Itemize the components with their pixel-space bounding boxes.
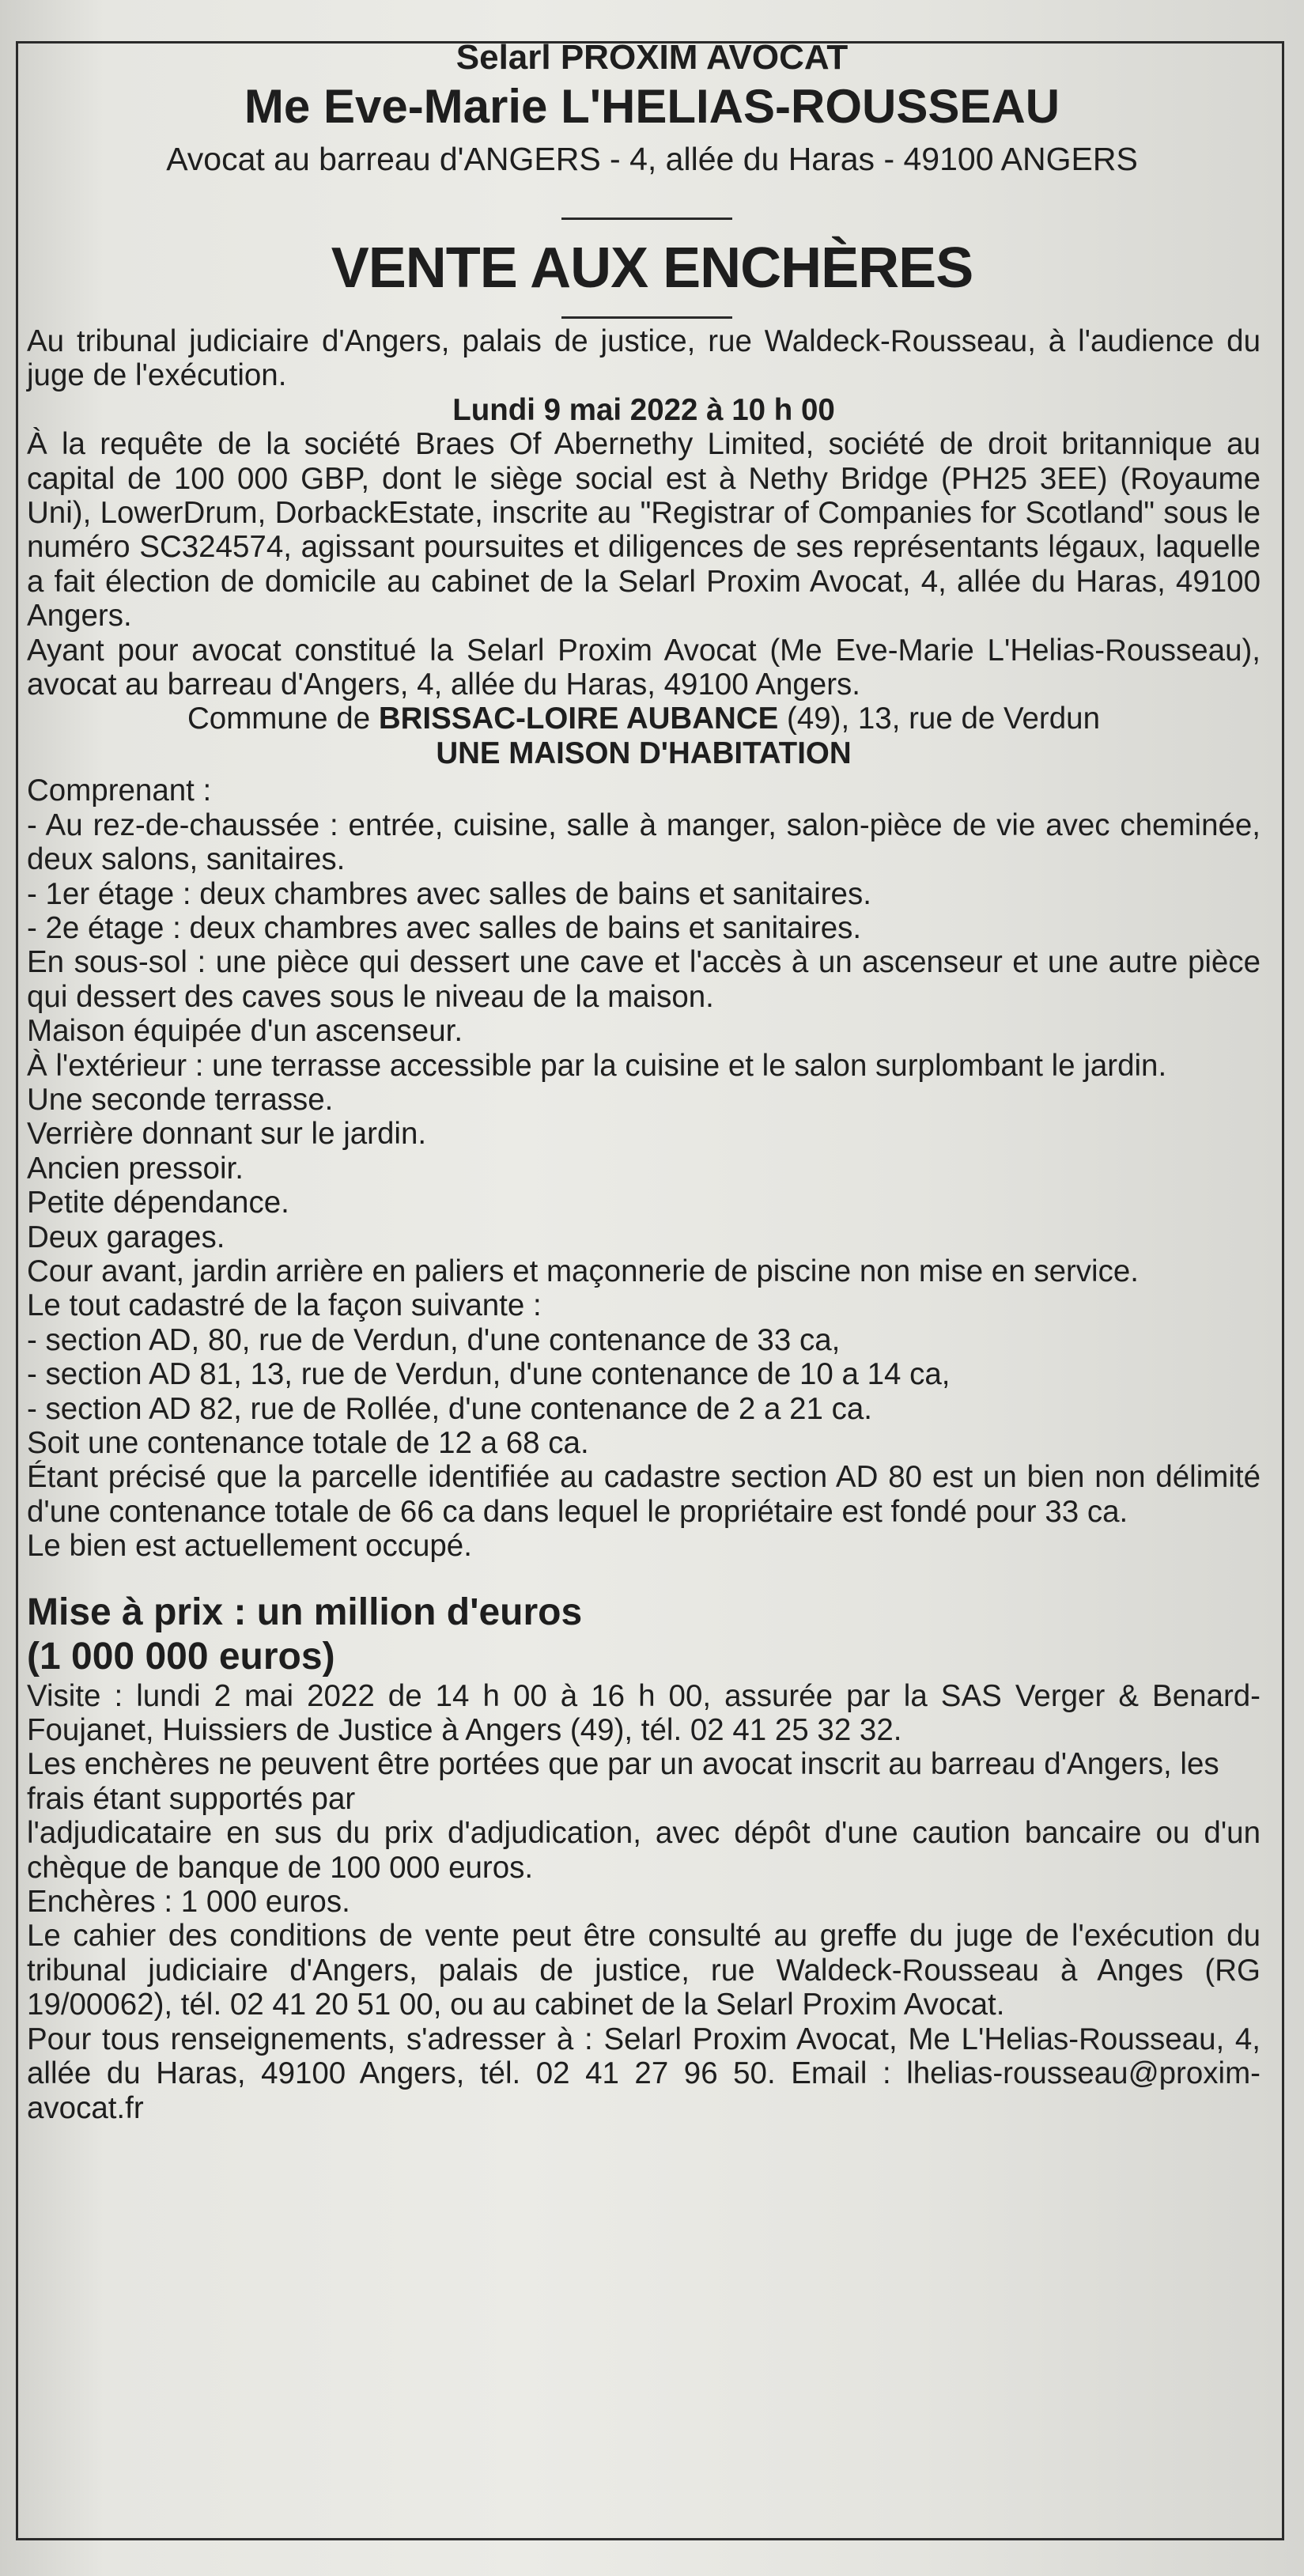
description-line: - section AD 82, rue de Rollée, d'une contenance de 2 a 21 ca.: [27, 1391, 872, 1426]
description-line: Le tout cadastré de la façon suivante :: [27, 1288, 542, 1323]
description-line: Verrière donnant sur le jardin.: [27, 1117, 427, 1152]
firm-name: Selarl PROXIM AVOCAT: [455, 38, 849, 77]
condition-line: Enchères : 1 000 euros.: [27, 1885, 350, 1920]
condition-line: Pour tous renseignements, s'adresser à : Selarl Proxim Avocat, Me L'Helias-Rousseau, 4, allée du Haras, 49100 Angers, tél. 02 41 27 96 50. Email : lhelias-rousseau@proxim-avocat.fr: [27, 2022, 1261, 2125]
description-line: Le bien est actuellement occupé.: [27, 1529, 472, 1564]
description-list: [27, 774, 1261, 1563]
notice-body: [27, 324, 1261, 2125]
divider-top: [561, 218, 732, 220]
conditions-list: [27, 1679, 1261, 2125]
starting-price: Mise à prix : un million d'euros: [27, 1591, 583, 1633]
commune-prefix: Commune de: [187, 702, 379, 736]
description-line: Soit une contenance totale de 12 a 68 ca.: [27, 1426, 589, 1460]
property-type: UNE MAISON D'HABITATION: [436, 736, 852, 770]
commune-name: BRISSAC-LOIRE AUBANCE: [378, 702, 779, 736]
description-line: Cour avant, jardin arrière en paliers et maçonnerie de piscine non mise en service.: [27, 1254, 1139, 1288]
description-line: En sous-sol : une pièce qui dessert une cave et l'accès à un ascenseur et une autre pièce qui dessert des caves sous le niveau de la maison.: [27, 945, 1261, 1014]
condition-line: Les enchères ne peuvent être portées que par un avocat inscrit au barreau d'Angers, les frais étant supportés par: [27, 1747, 1219, 1816]
condition-line: Visite : lundi 2 mai 2022 de 14 h 00 à 16 h 00, assurée par la SAS Verger & Benard-Foujanet, Huissiers de Justice à Angers (49), tél. 02 41 25 32 32.: [27, 1678, 1261, 1748]
commune-suffix: (49), 13, rue de Verdun: [778, 702, 1100, 736]
starting-price-figures: (1 000 000 euros): [27, 1635, 335, 1678]
condition-line: Le cahier des conditions de vente peut être consulté au greffe du juge de l'exécution du tribunal judiciaire d'Angers, palais de justice, rue Waldeck-Rousseau à Anges (RG 19/00062), tél. 02 41 20 51 00, ou au cabinet de la Selarl Proxim Avocat.: [27, 1919, 1261, 2022]
intro-paragraph: Au tribunal judiciaire d'Angers, palais de justice, rue Waldeck-Rousseau, à l'audience du juge de l'exécution.: [27, 324, 1261, 393]
description-line: - Au rez-de-chaussée : entrée, cuisine, salle à manger, salon-pièce de vie avec cheminée, deux salons, sanitaires.: [27, 808, 1261, 877]
description-line: Deux garages.: [27, 1220, 225, 1254]
description-line: - 1er étage : deux chambres avec salles de bains et sanitaires.: [27, 876, 871, 911]
description-line: - 2e étage : deux chambres avec salles de bains et sanitaires.: [27, 910, 862, 945]
divider-bottom: [561, 316, 732, 319]
auction-date: Lundi 9 mai 2022 à 10 h 00: [452, 392, 835, 427]
description-line: Étant précisé que la parcelle identifiée au cadastre section AD 80 est un bien non délimité d'une contenance totale de 66 ca dans lequel le propriétaire est fondé pour 33 ca.: [27, 1460, 1261, 1529]
description-line: - section AD, 80, rue de Verdun, d'une contenance de 33 ca,: [27, 1322, 841, 1357]
condition-line: l'adjudicataire en sus du prix d'adjudication, avec dépôt d'une caution bancaire ou d'un chèque de banque de 100 000 euros.: [27, 1816, 1261, 1885]
description-line: Petite dépendance.: [27, 1186, 289, 1220]
description-line: - section AD 81, 13, rue de Verdun, d'une contenance de 10 a 14 ca,: [27, 1357, 951, 1392]
lawyer-address: Avocat au barreau d'ANGERS - 4, allée du Haras - 49100 ANGERS: [166, 141, 1138, 177]
lawyer-name: Me Eve-Marie L'HELIAS-ROUSSEAU: [244, 80, 1060, 133]
description-line: Ancien pressoir.: [27, 1151, 244, 1186]
notice-title: VENTE AUX ENCHÈRES: [331, 236, 973, 300]
requete-paragraph: À la requête de la société Braes Of Abernethy Limited, société de droit britannique au capital de 100 000 GBP, dont le siège social est à Nethy Bridge (PH25 3EE) (Royaume Uni), LowerDrum, DorbackEstate, inscrite au "Registrar of Companies for Scotland" sous le numéro SC324574, agissant poursuites et diligences de ses représentants légaux, laquelle a fait élection de domicile au cabinet de la Selarl Proxim Avocat, 4, allée du Haras, 49100 Angers.: [27, 427, 1261, 634]
description-line: Maison équipée d'un ascenseur.: [27, 1014, 463, 1049]
description-line: Comprenant :: [27, 774, 212, 808]
description-line: À l'extérieur : une terrasse accessible par la cuisine et le salon surplombant le jardin.: [27, 1048, 1167, 1083]
commune-line: [27, 702, 1261, 736]
description-line: Une seconde terrasse.: [27, 1082, 334, 1117]
avocat-paragraph: Ayant pour avocat constitué la Selarl Proxim Avocat (Me Eve-Marie L'Helias-Rousseau), avocat au barreau d'Angers, 4, allée du Haras, 49100 Angers.: [27, 633, 1261, 702]
